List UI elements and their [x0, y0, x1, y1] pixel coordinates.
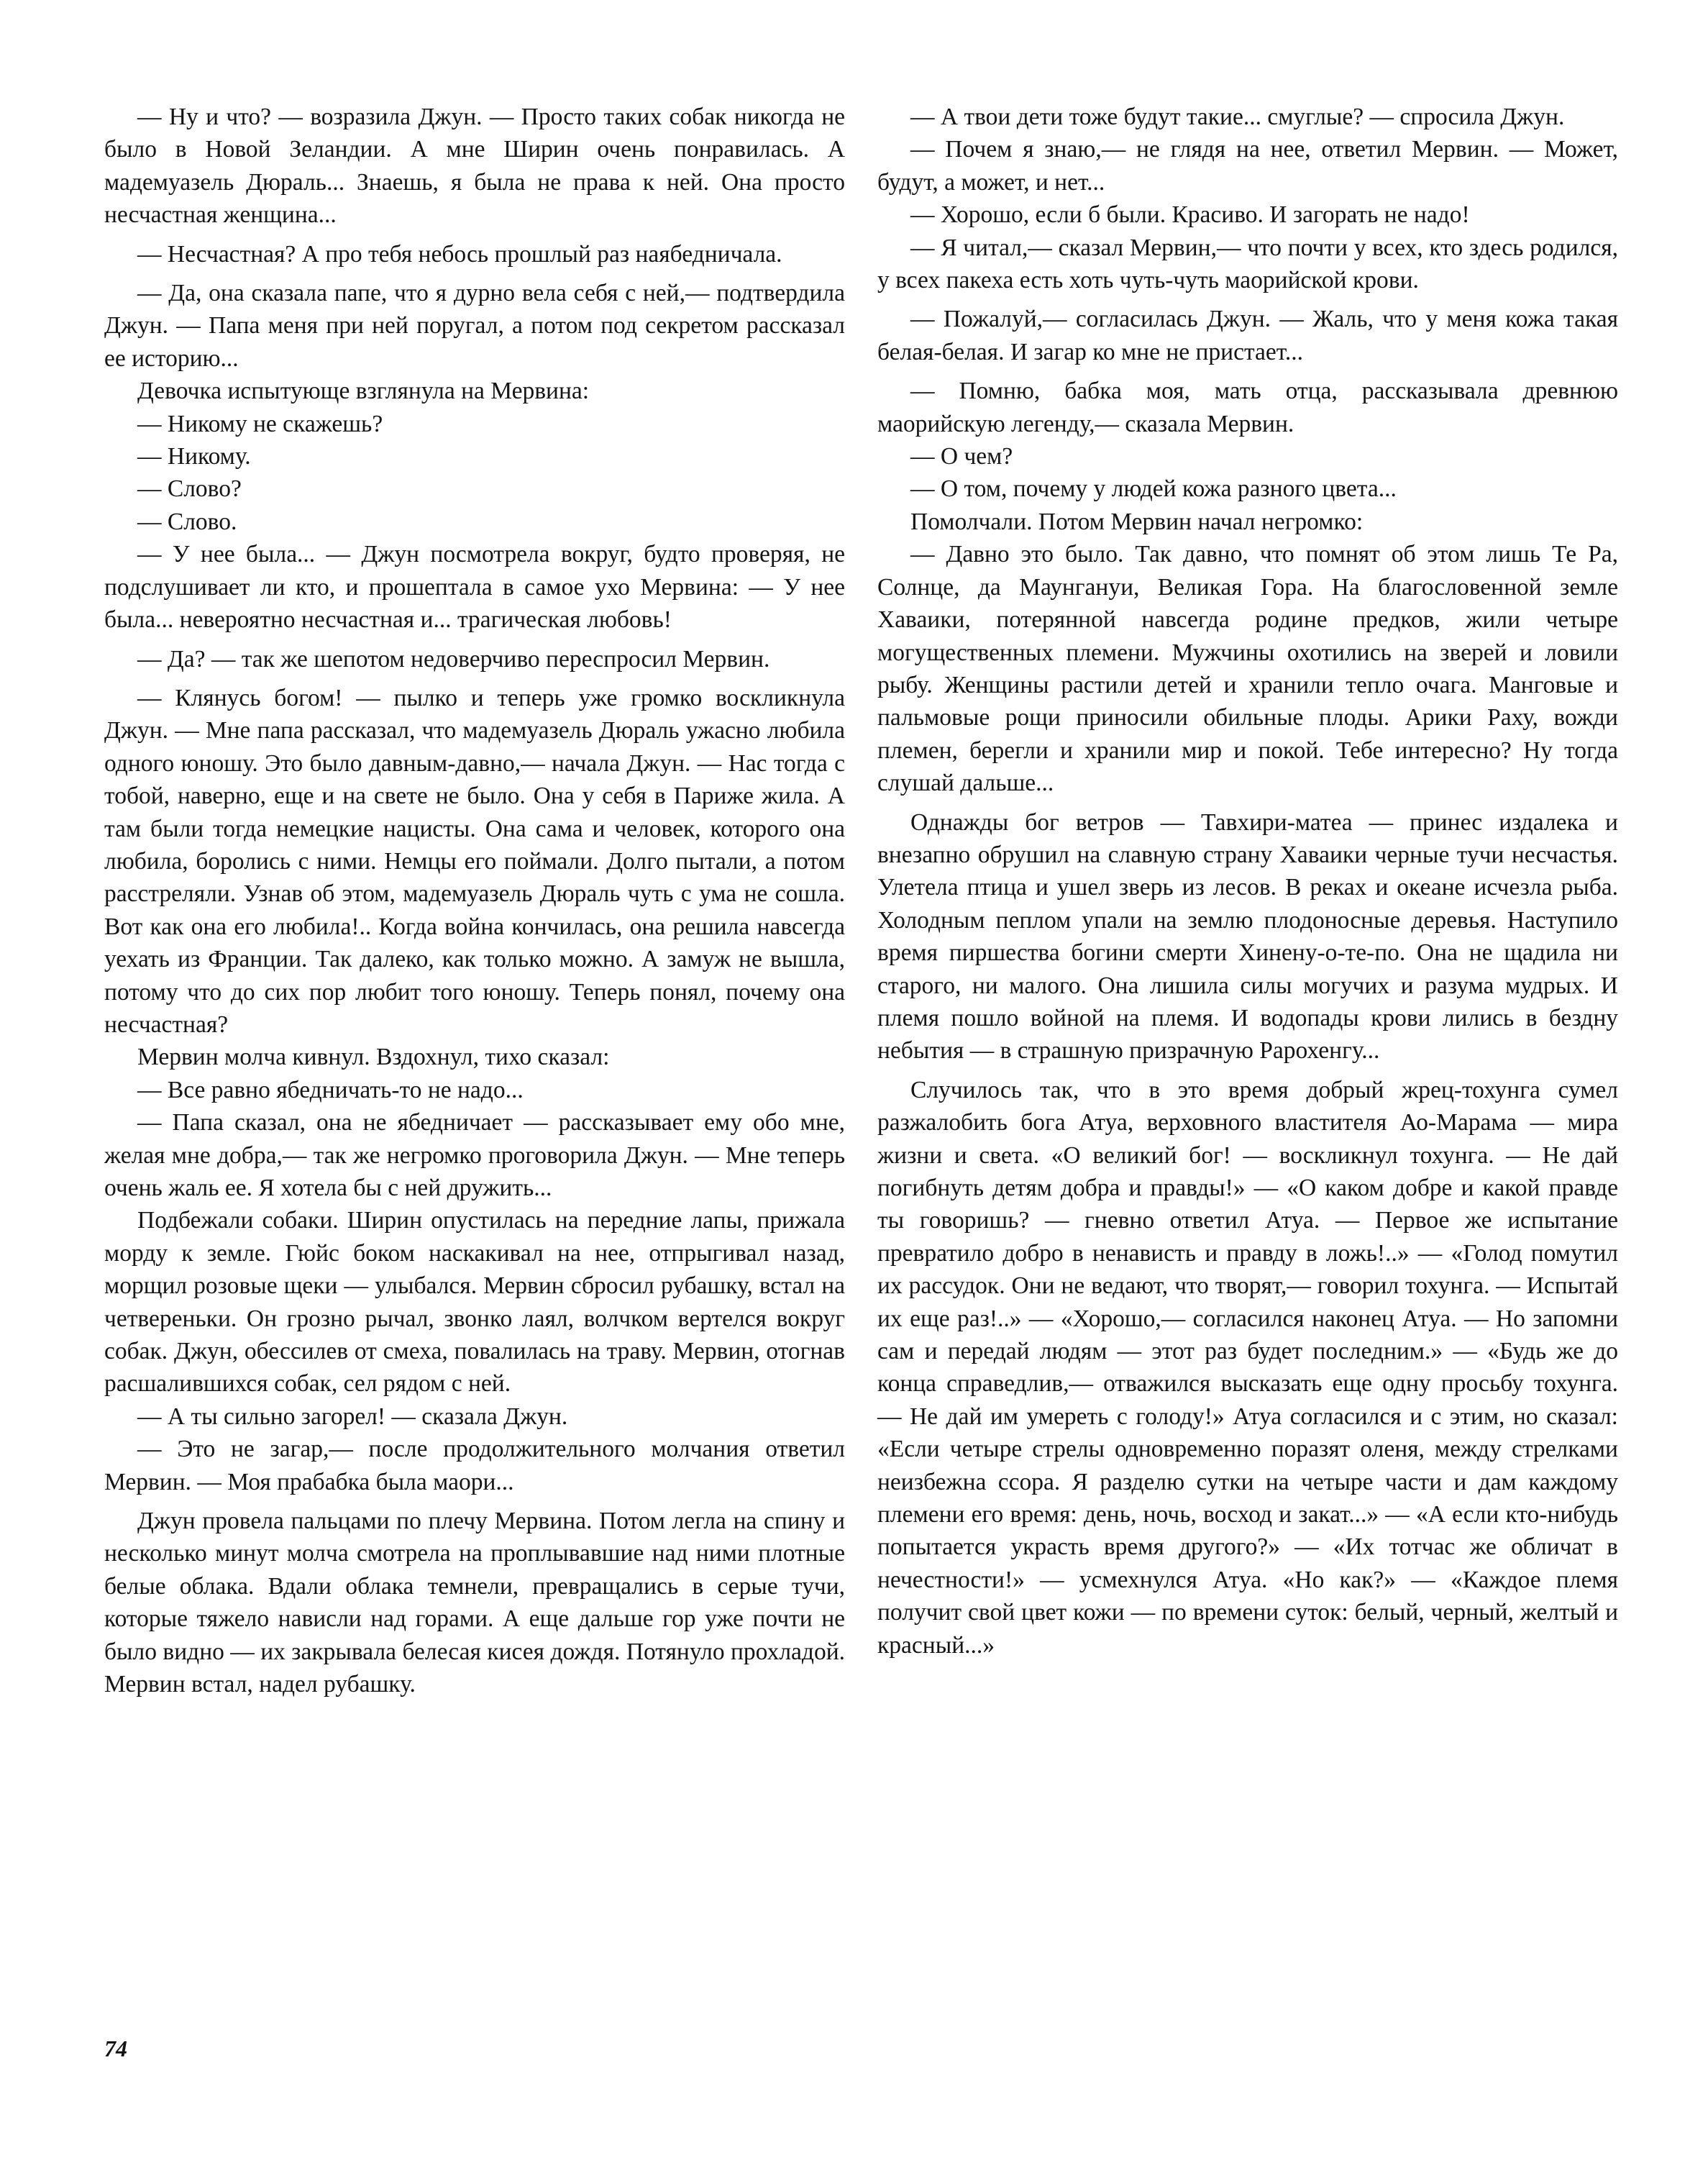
paragraph: — Слово? — [137, 475, 242, 503]
paragraph: Подбежали собаки. Ширин опустилась на передние лапы, прижала морду к земле. Гюйс боком наскакивал на нее, отпрыгивал назад, морщил розовые щеки — улыбался. Мервин сбросил рубашку, встал на четвереньки. Он грозно рычал, звонко лаял, волчком вертелся вокруг собак. Джун, обессилев от смеха, повалилась на траву. Мервин, отогнав расшалившихся собак, сел рядом с ней. — [104, 1207, 845, 1398]
paragraph: — Помню, бабка моя, мать отца, рассказывала древнюю маорийскую легенду,— сказала Мервин. — [877, 378, 1618, 437]
paragraph: — О том, почему у людей кожа разного цвета... — [910, 475, 1397, 503]
paragraph: — Никому не скажешь? — [137, 410, 383, 437]
paragraph: — Никому. — [137, 443, 251, 470]
paragraph: Джун провела пальцами по плечу Мервина. Потом легла на спину и несколько минут молча смотрела на проплывавшие над ними плотные белые облака. Вдали облака темнели, превращались в серые тучи, которые тяжело нависли над горами. А еще дальше гор уже почти не было видно — их закрывала белесая кисея дождя. Потянуло прохладой. Мервин встал, надел рубашку. — [104, 1508, 845, 1698]
left-text-column — [104, 101, 845, 1701]
paragraph: — Пожалуй,— согласилась Джун. — Жаль, что у меня кожа такая белая-белая. И загар ко мне не пристает... — [877, 306, 1618, 365]
paragraph: Случилось так, что в это время добрый жрец-тохунга сумел разжалобить бога Атуа, верховного властителя Ао-Марама — мира жизни и света. «О великий бог! — воскликнул тохунга. — Не дай погибнуть детям добра и правды!» — «О каком добре и какой правде ты говоришь? — гневно ответил Атуа. — Первое же испытание превратило добро в ненависть и правду в ложь!..» — «Голод помутил их рассудок. Они не ведают, что творят,— говорил тохунга. — Испытай их еще раз!..» — «Хорошо,— согласился наконец Атуа. — Но запомни сам и передай людям — этот раз будет последним.» — «Будь же до конца справедлив,— отважился высказать еще одну просьбу тохунга. — Не дай им умереть с голоду!» Атуа согласился и с этим, но сказал: «Если четыре стрелы одновременно поразят оленя, между стрелками неизбежна ссора. Я разделю сутки на четыре части и дам каждому племени его время: день, ночь, восход и закат...» — «А если кто-нибудь попытается украсть время другого?» — «Их тотчас же обличат в нечестности!» — усмехнулся Атуа. «Но как?» — «Каждое племя получит свой цвет кожи — по времени суток: белый, черный, желтый и красный...» — [877, 1076, 1618, 1659]
paragraph: — Все равно ябедничать-то не надо... — [137, 1076, 524, 1103]
paragraph: — Слово. — [137, 508, 237, 535]
paragraph: Помолчали. Потом Мервин начал негромко: — [910, 508, 1364, 535]
paragraph: — О чем? — [910, 443, 1013, 470]
paragraph: — Да, она сказала папе, что я дурно вела себя с ней,— подтвердила Джун. — Папа меня при ней поругал, а потом под секретом рассказал ее историю... — [104, 280, 845, 372]
paragraph: — Да? — так же шепотом недоверчиво переспросил Мервин. — [137, 645, 770, 673]
paragraph: — Почем я знаю,— не глядя на нее, ответил Мервин. — Может, будут, а может, и нет... — [877, 136, 1618, 196]
paragraph: — Папа сказал, она не ябедничает — рассказывает ему обо мне, желая мне добра,— так же негромко проговорила Джун. — Мне теперь очень жаль ее. Я хотела бы с ней дружить... — [104, 1109, 845, 1201]
paragraph: — Несчастная? А про тебя небось прошлый раз наябедничала. — [137, 240, 782, 268]
paragraph: — Хорошо, если б были. Красиво. И загорать не надо! — [910, 201, 1470, 229]
paragraph: — Ну и что? — возразила Джун. — Просто таких собак никогда не было в Новой Зеландии. А мне Ширин очень понравилась. А мадемуазель Дюраль... Знаешь, я была не права к ней. Она просто несчастная женщина... — [104, 104, 845, 229]
paragraph: — У нее была... — Джун посмотрела вокруг, будто проверяя, не подслушивает ли кто, и прошептала в самое ухо Мервина: — У нее была... невероятно несчастная и... трагическая любовь! — [104, 541, 845, 634]
paragraph: — Это не загар,— после продолжительного молчания ответил Мервин. — Моя прабабка была маори... — [104, 1436, 845, 1495]
paragraph: — Давно это было. Так давно, что помнят об этом лишь Те Ра, Солнце, да Маунгануи, Великая Гора. На благословенной земле Хаваики, потерянной навсегда родине предков, жили четыре могущественных племени. Мужчины охотились на зверей и ловили рыбу. Женщины растили детей и хранили тепло очага. Манговые и пальмовые рощи приносили обильные плоды. Арики Раху, вожди племен, берегли и хранили мир и покой. Тебе интересно? Ну тогда слушай дальше... — [877, 541, 1618, 797]
paragraph: — А ты сильно загорел! — сказала Джун. — [137, 1403, 568, 1430]
paragraph: — Я читал,— сказал Мервин,— что почти у всех, кто здесь родился, у всех пакеха есть хоть чуть-чуть маорийской крови. — [877, 234, 1618, 294]
paragraph: Однажды бог ветров — Тавхири-матеа — принес издалека и внезапно обрушил на славную страну Хаваики черные тучи несчастья. Улетела птица и ушел зверь из лесов. В реках и океане исчезла рыба. Холодным пеплом упали на землю плодоносные деревья. Наступило время пиршества богини смерти Хинену-о-те-по. Она не щадила ни старого, ни малого. Она лишила силы могучих и разума мудрых. И племя пошло войной на племя. И водопады крови лились в бездну небытия — в страшную призрачную Рарохенгу... — [877, 808, 1618, 1065]
paragraph: — Клянусь богом! — пылко и теперь уже громко воскликнула Джун. — Мне папа рассказал, что мадемуазель Дюраль ужасно любила одного юношу. Это было давным-давно,— начала Джун. — Нас тогда с тобой, наверно, еще и на свете не было. Она у себя в Париже жила. А там были тогда немецкие нацисты. Она сама и человек, которого она любила, боролись с ними. Немцы его поймали. Долго пытали, а потом расстреляли. Узнав об этом, мадемуазель Дюраль чуть с ума не сошла. Вот как она его любила!.. Когда война кончилась, она решила навсегда уехать из Франции. Так далеко, как только можно. А замуж не вышла, потому что до сих пор любит того юношу. Теперь понял, почему она несчастная? — [104, 684, 845, 1038]
paragraph: — А твои дети тоже будут такие... смуглые? — спросила Джун. — [910, 104, 1565, 130]
right-text-column — [877, 101, 1618, 1662]
page-number: 74 — [104, 2036, 127, 2061]
paragraph: Мервин молча кивнул. Вздохнул, тихо сказал: — [137, 1044, 610, 1071]
paragraph: Девочка испытующе взглянула на Мервина: — [137, 378, 590, 405]
